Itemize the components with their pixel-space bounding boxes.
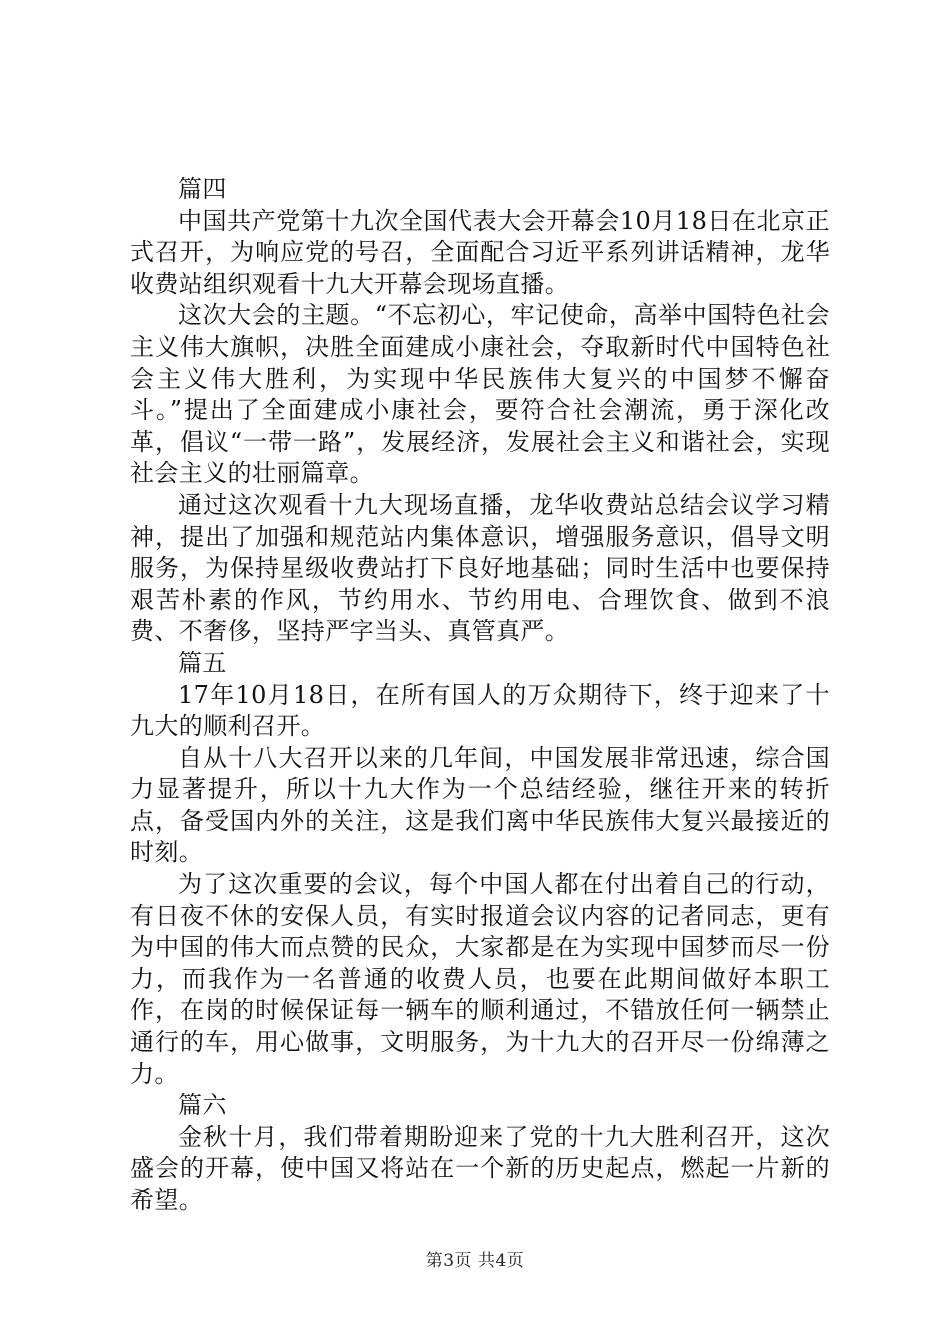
paragraph: 为了这次重要的会议，每个中国人都在付出着自己的行动，有日夜不休的安保人员，有实时报道会议内容的记者同志，更有为中国的伟大而点赞的民众，大家都是在为实现中国梦而尽一份力，而我作为一名普通的收费人员，也要在此期间做好本职工作，在岗的时候保证每一辆车的顺利通过，不错放任何一辆禁止通行的车，用心做事，文明服务，为十九大的召开尽一份绵薄之力。 <box>130 870 830 1088</box>
paragraph: 金秋十月，我们带着期盼迎来了党的十九大胜利召开，这次盛会的开幕，使中国又将站在一个新的历史起点，燃起一片新的希望。 <box>130 1122 830 1214</box>
section-heading-4: 篇四 <box>178 175 227 203</box>
paragraph: 中国共产党第十九次全国代表大会开幕会10月18日在北京正式召开，为响应党的号召，全面配合习近平系列讲话精神，龙华收费站组织观看十九大开幕会现场直播。 <box>130 206 830 298</box>
page-footer: 第3页 共4页 <box>425 1251 525 1271</box>
document-body <box>130 174 830 1217</box>
paragraph: 这次大会的主题。“不忘初心，牢记使命，高举中国特色社会主义伟大旗帜，决胜全面建成小康社会，夺取新时代中国特色社会主义伟大胜利，为实现中华民族伟大复兴的中国梦不懈奋斗。”提出了全面建成小康社会，要符合社会潮流，勇于深化改革，倡议“一带一路”，发展经济，发展社会主义和谐社会，实现社会主义的壮丽篇章。 <box>130 301 830 488</box>
paragraph: 自从十八大召开以来的几年间，中国发展非常迅速，综合国力显著提升，所以十九大作为一个总结经验，继往开来的转折点，备受国内外的关注，这是我们离中华民族伟大复兴最接近的时刻。 <box>130 743 830 867</box>
section-heading-5: 篇五 <box>178 648 227 677</box>
paragraph: 通过这次观看十九大现场直播，龙华收费站总结会议学习精神，提出了加强和规范站内集体意识，增强服务意识，倡导文明服务，为保持星级收费站打下良好地基础；同时生活中也要保持艰苦朴素的作风，节约用水、节约用电、合理饮食、做到不浪费、不奢侈，坚持严字当头、真管真严。 <box>130 490 830 646</box>
section-heading-6: 篇六 <box>178 1091 227 1120</box>
paragraph: 17年10月18日，在所有国人的万众期待下，终于迎来了十九大的顺利召开。 <box>130 680 830 741</box>
